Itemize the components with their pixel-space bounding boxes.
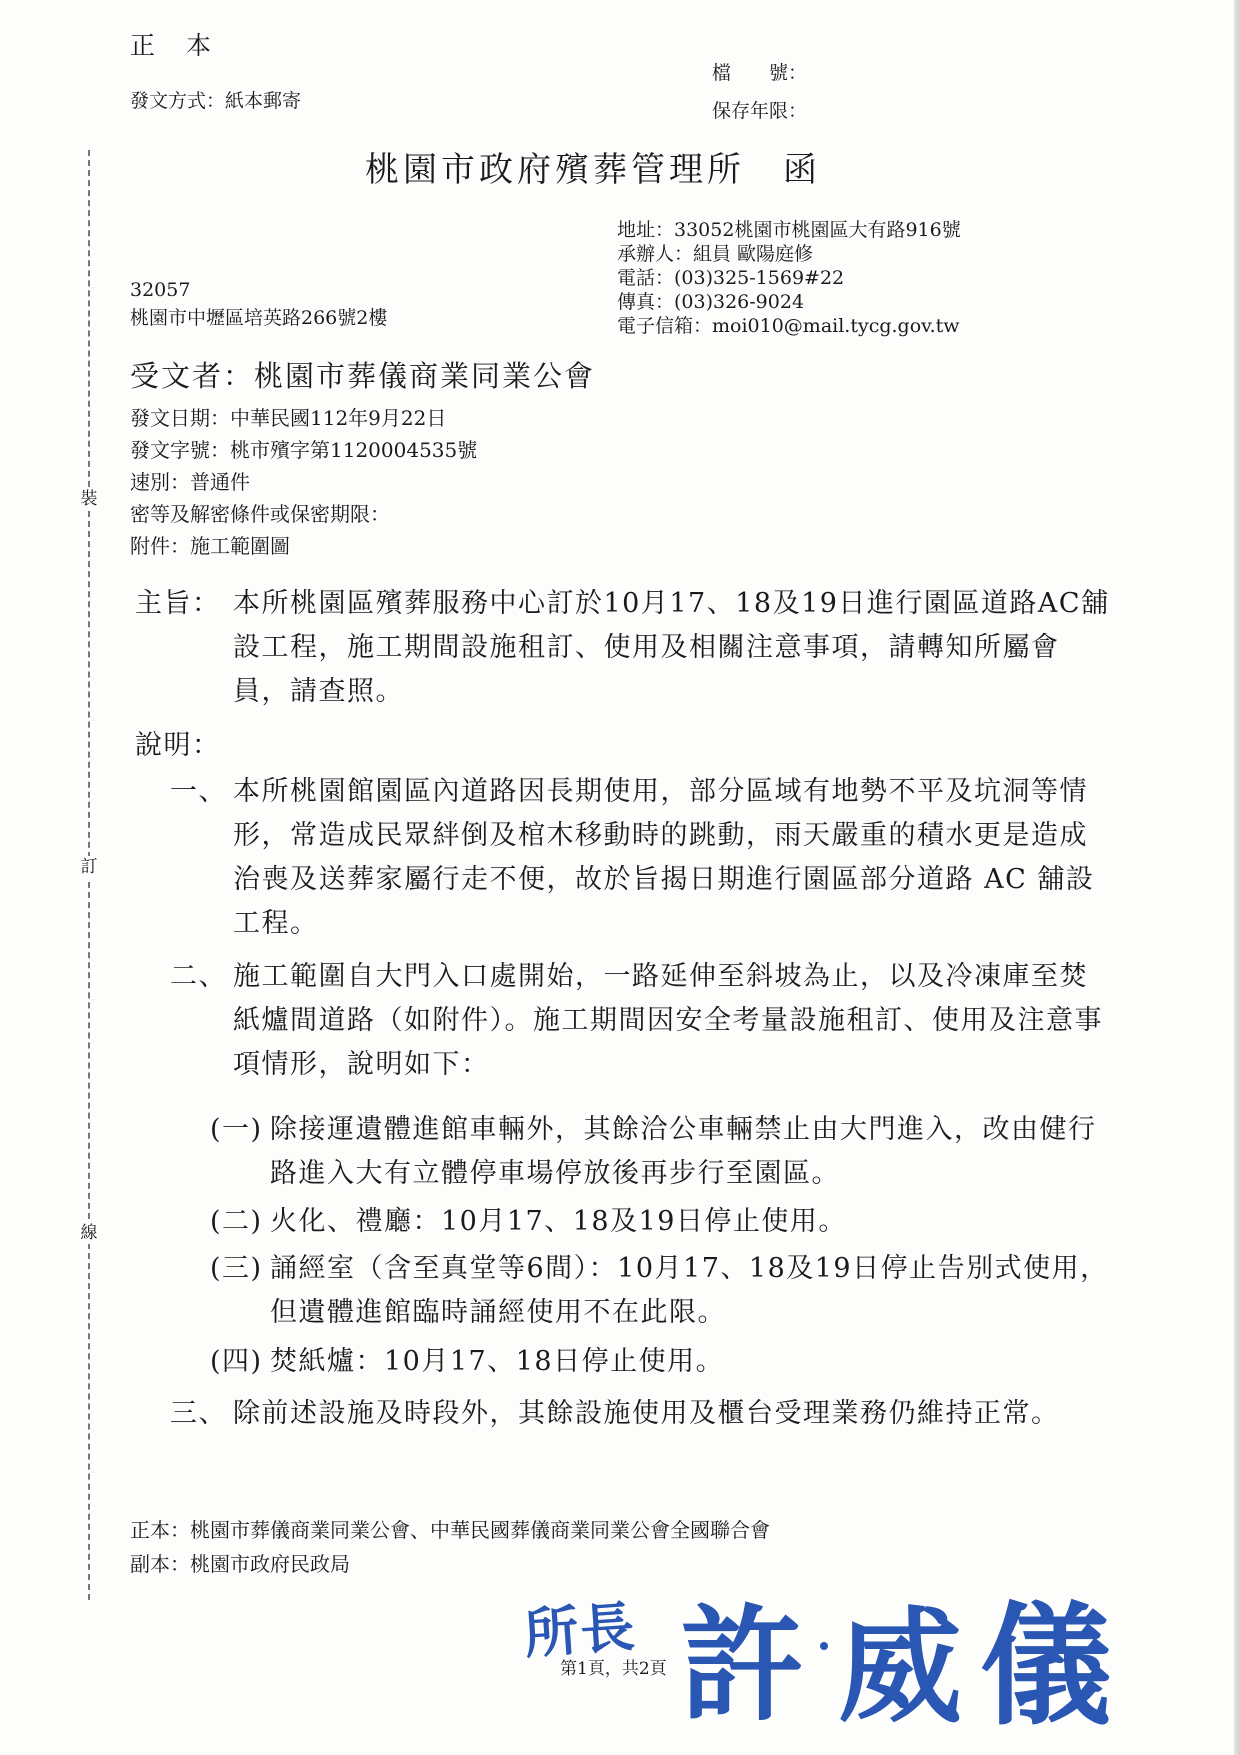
speed-category: 速別：普通件: [130, 470, 250, 494]
document-title: 桃園市政府殯葬管理所 函: [365, 150, 821, 190]
subitem-number-1: (一): [210, 1114, 263, 1145]
sender-phone: 電話：(03)325-1569#22: [617, 267, 845, 289]
subitem-number-2: (二): [210, 1206, 263, 1237]
page-edge-shadow: [1234, 0, 1240, 1755]
signature-dot: [820, 1642, 828, 1650]
item-text-1: 本所桃園館園區內道路因長期使用，部分區域有地勢不平及坑洞等情形，常造成民眾絆倒及棺木移動時的跳動，雨天嚴重的積水更是造成治喪及送葬家屬行走不便，故於旨揭日期進行園區部分道路 AC 舖設工程。: [233, 776, 1095, 939]
subitem-text-2: 火化、禮廳：10月17、18及19日停止使用。: [270, 1206, 847, 1237]
recipient-zip: 32057: [130, 279, 191, 301]
issue-date: 發文日期：中華民國112年9月22日: [130, 406, 447, 430]
binding-mark-ding: 訂: [75, 856, 103, 878]
copy-mark: 正 本: [130, 31, 215, 60]
binding-mark-xian: 線: [75, 1222, 103, 1244]
director-title-seal: 所長: [522, 1594, 639, 1666]
document-info-block: [130, 402, 477, 562]
recipient: 受文者：桃園市葬儀商業同業公會: [130, 359, 596, 393]
item-text-2: 施工範圍自大門入口處開始，一路延伸至斜坡為止，以及冷凍庫至焚紙爐間道路（如附件）。施工期間因安全考量設施租訂、使用及注意事項情形，說明如下：: [233, 961, 1103, 1080]
signature-char-1: 許: [680, 1593, 805, 1738]
item-number-1: 一、: [170, 776, 227, 807]
item-number-2: 二、: [170, 961, 227, 992]
subitem-number-4: (四): [210, 1346, 263, 1377]
copy-recipients: 副本：桃園市政府民政局: [130, 1552, 350, 1576]
sender-address: 地址：33052桃園市桃園區大有路916號: [617, 219, 961, 241]
signature-char-3: 儀: [980, 1589, 1112, 1744]
sender-handler: 承辦人：組員 歐陽庭修: [617, 243, 814, 265]
original-recipients: 正本：桃園市葬儀商業同業公會、中華民國葬儀商業同業公會全國聯合會: [130, 1518, 770, 1542]
signature-char-2: 威: [838, 1595, 963, 1740]
subject-label: 主旨：: [135, 588, 221, 619]
sender-fax: 傳真：(03)326-9024: [617, 291, 805, 313]
subitem-text-1: 除接運遺體進館車輛外，其餘洽公車輛禁止由大門進入，改由健行路進入大有立體停車場停放後再步行至園區。: [270, 1114, 1097, 1189]
file-number-label: 檔 號：: [712, 62, 808, 84]
issue-number: 發文字號：桃市殯字第1120004535號: [130, 438, 478, 462]
sender-email: 電子信箱：moi010@mail.tycg.gov.tw: [617, 315, 960, 337]
explanation-label: 說明：: [135, 730, 221, 761]
retention-period-label: 保存年限：: [712, 100, 808, 122]
subject-text: 本所桃園區殯葬服務中心訂於10月17、18及19日進行園區道路AC舖設工程，施工期間設施租訂、使用及相關注意事項，請轉知所屬會員，請查照。: [233, 588, 1110, 707]
item-number-3: 三、: [170, 1398, 227, 1429]
recipient-address: 桃園市中壢區培英路266號2樓: [130, 307, 388, 329]
send-method: 發文方式：紙本郵寄: [130, 90, 302, 112]
item-text-3: 除前述設施及時段外，其餘設施使用及櫃台受理業務仍維持正常。: [233, 1398, 1060, 1429]
binding-mark-zhuang: 裝: [75, 488, 103, 510]
page-number: 第1頁，共2頁: [560, 1659, 667, 1679]
subitem-text-4: 焚紙爐：10月17、18日停止使用。: [270, 1346, 725, 1377]
subitem-text-3: 誦經室（含至真堂等6間）：10月17、18及19日停止告別式使用，但遺體進館臨時誦經使用不在此限。: [270, 1253, 1109, 1328]
recipient-address-block: [130, 276, 387, 332]
attachment: 附件：施工範圍圖: [130, 534, 290, 558]
subitem-number-3: (三): [210, 1253, 263, 1284]
secrecy-level: 密等及解密條件或保密期限：: [130, 502, 390, 526]
sender-contact-block: [617, 218, 961, 338]
